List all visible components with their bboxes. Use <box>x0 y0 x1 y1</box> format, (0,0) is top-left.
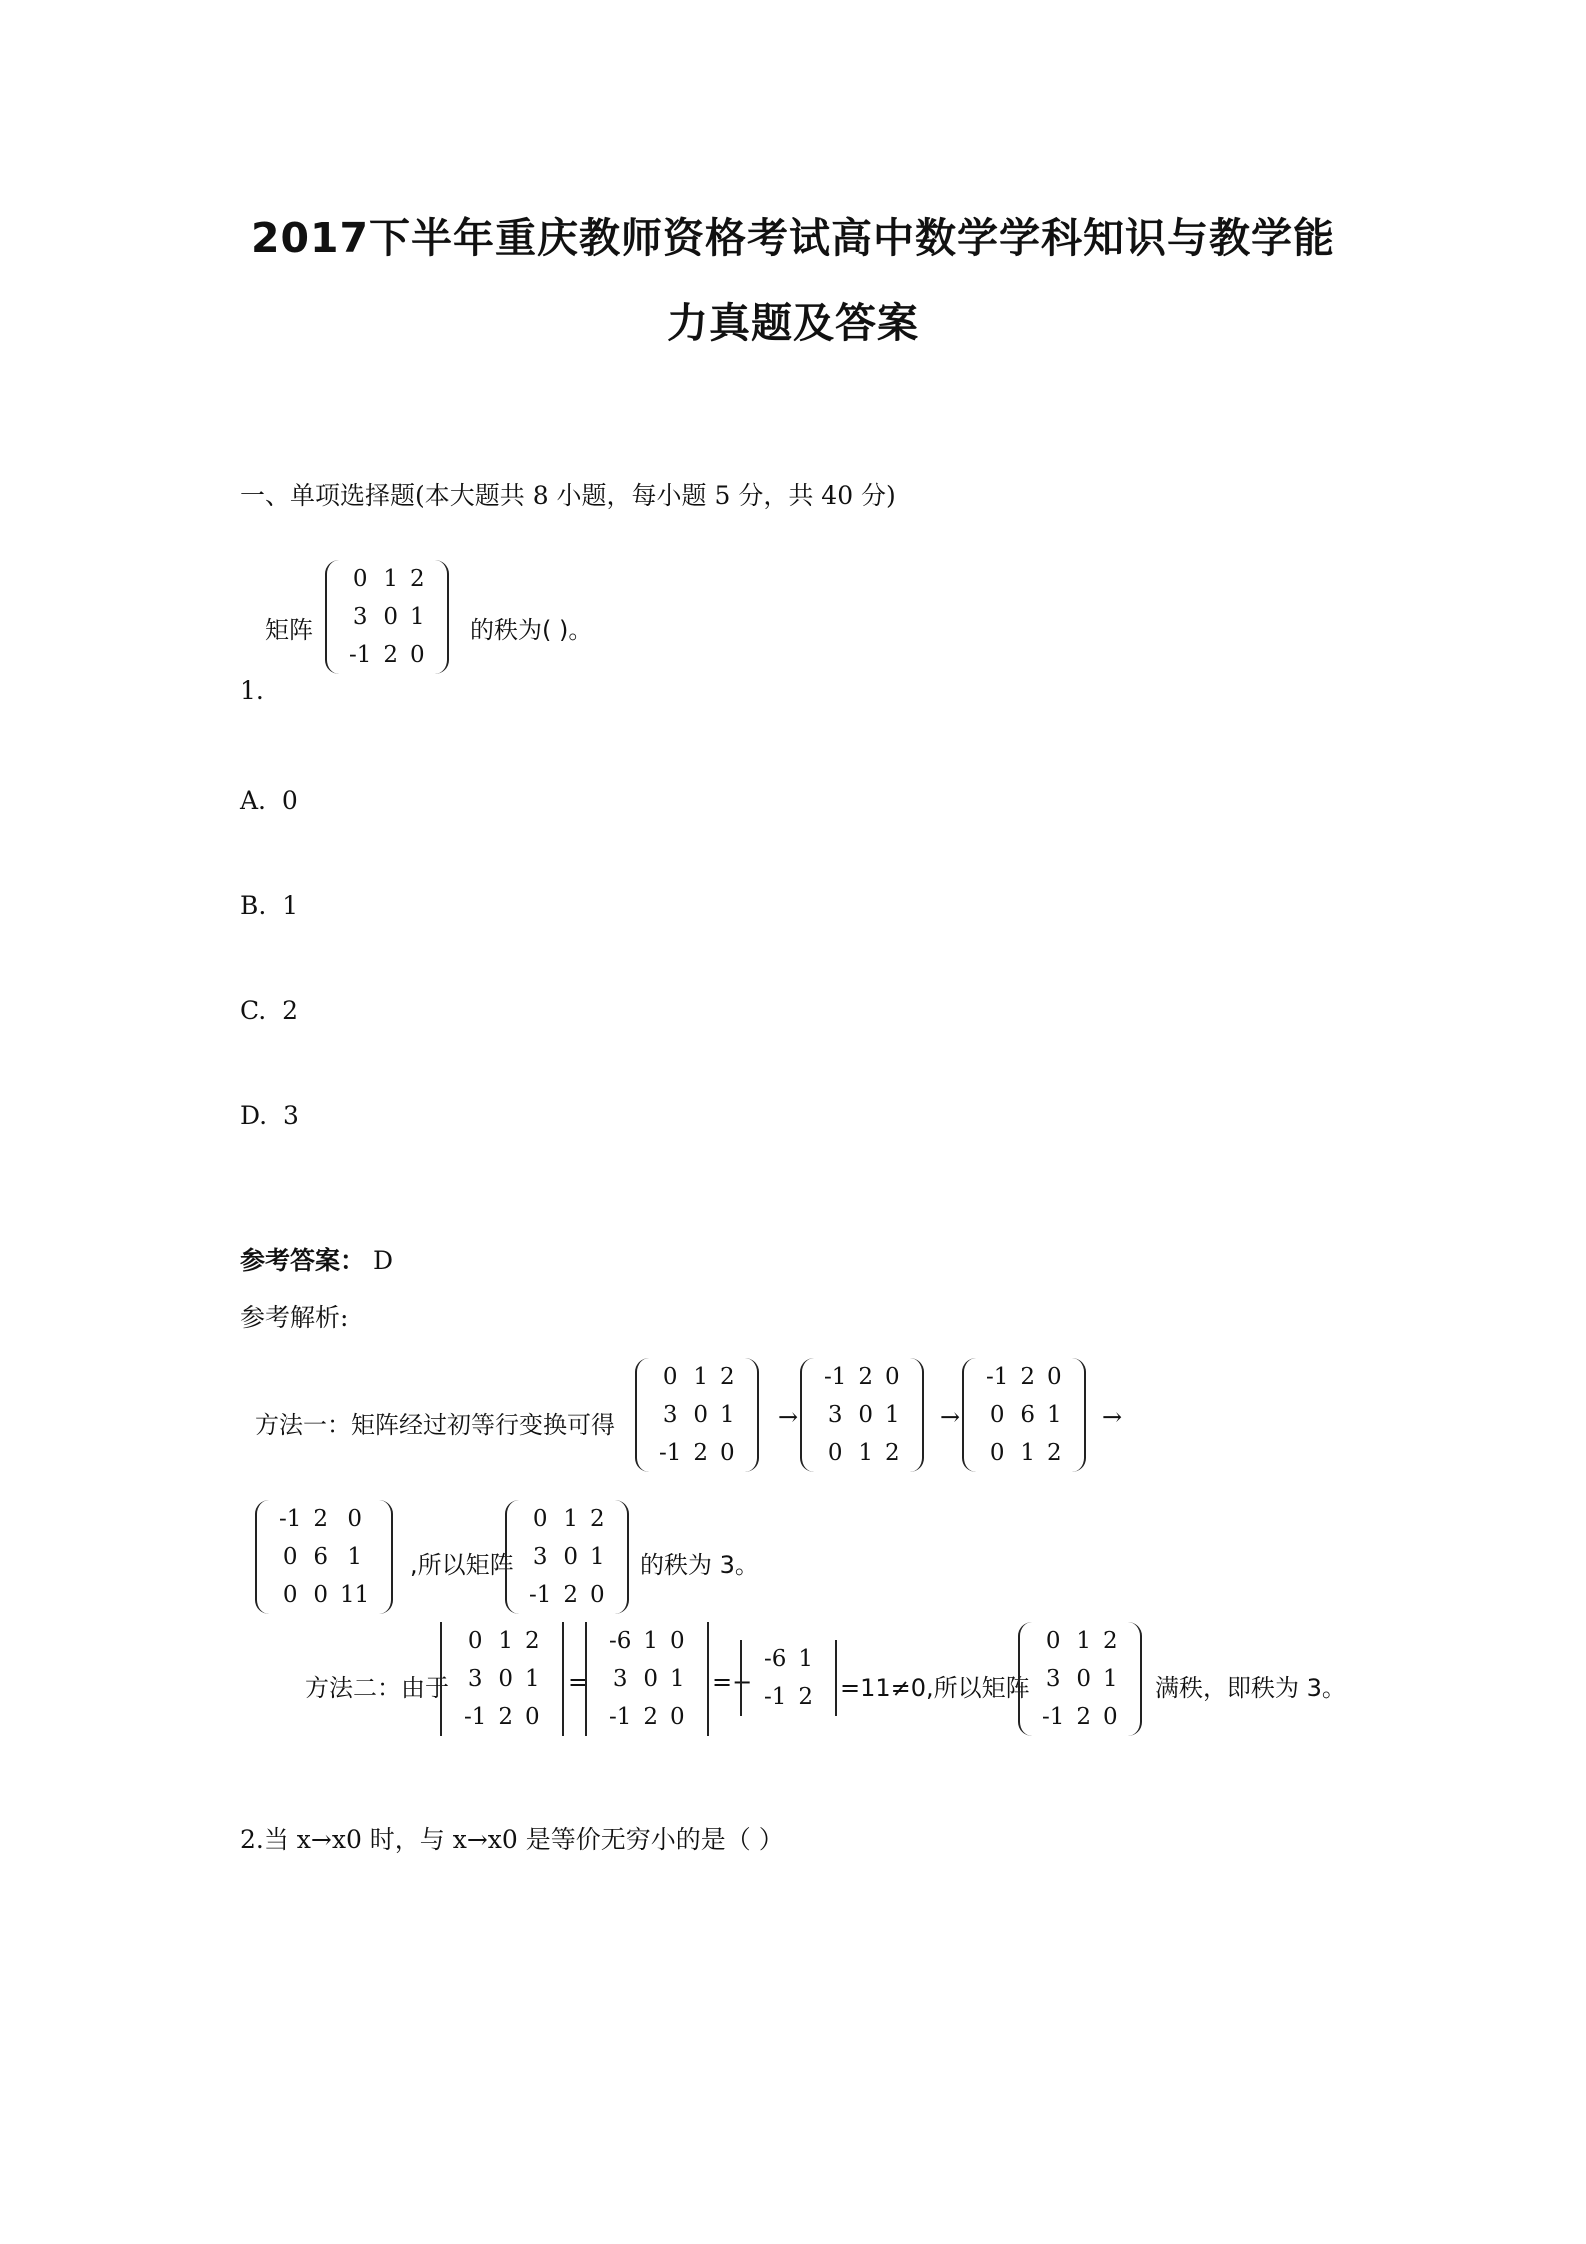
bracket-left-icon <box>440 1622 448 1736</box>
matrix-cell: 1 <box>885 1402 900 1428</box>
bracket-right-icon <box>1070 1358 1086 1472</box>
answer-label: 参考答案： <box>240 1246 366 1275</box>
matrix-table <box>523 1500 611 1614</box>
matrix-table <box>458 1622 546 1736</box>
matrix-cell: 1 <box>563 1506 579 1532</box>
matrix-table <box>653 1358 741 1472</box>
method2-eq2: =− <box>712 1668 753 1696</box>
matrix-cell: 0 <box>1076 1666 1092 1692</box>
bracket-right-icon <box>829 1640 837 1716</box>
matrix-cell: 2 <box>643 1704 659 1730</box>
option-b-label: B. <box>240 891 267 920</box>
matrix-cell: 0 <box>563 1544 579 1570</box>
document-title-line1: 2017下半年重庆教师资格考试高中数学学科知识与教学能 <box>250 214 1336 262</box>
matrix-cell: 3 <box>467 1666 483 1692</box>
matrix-row <box>273 1576 375 1614</box>
matrix-cell: 1 <box>525 1666 540 1692</box>
method1-matrix-5 <box>505 1500 629 1614</box>
matrix-row <box>818 1358 906 1396</box>
option-c-label: C. <box>240 996 267 1025</box>
matrix-cell: 0 <box>858 1402 874 1428</box>
matrix-cell: -1 <box>349 642 372 668</box>
matrix-cell: 0 <box>347 1506 362 1532</box>
method1-label: 方法一：矩阵经过初等行变换可得 <box>255 1411 615 1439</box>
matrix-cell: 0 <box>282 1544 298 1570</box>
method1-end: 的秩为 3。 <box>640 1551 759 1579</box>
bracket-left-icon <box>505 1500 521 1614</box>
matrix-table <box>273 1500 375 1614</box>
q2-text: 2.当 x→x0 时，与 x→x0 是等价无穷小的是（ ） <box>240 1825 784 1854</box>
matrix-cell: -1 <box>529 1582 552 1608</box>
matrix-row <box>653 1434 741 1472</box>
matrix-row <box>458 1622 546 1660</box>
matrix-cell: 1 <box>798 1646 814 1672</box>
matrix-cell: 2 <box>410 566 425 592</box>
option-d-label: D. <box>240 1101 268 1130</box>
matrix-row <box>1036 1660 1124 1698</box>
matrix-cell: 1 <box>1047 1402 1062 1428</box>
bracket-right-icon <box>743 1358 759 1472</box>
bracket-right-icon <box>701 1622 709 1736</box>
matrix-row <box>818 1396 906 1434</box>
matrix-cell: 2 <box>383 642 399 668</box>
matrix-row <box>1036 1622 1124 1660</box>
option-a <box>240 786 298 815</box>
arrow-icon: → <box>1102 1403 1123 1431</box>
matrix-cell: 2 <box>498 1704 514 1730</box>
option-b <box>240 891 298 920</box>
matrix-cell: 3 <box>352 604 368 630</box>
matrix-row <box>653 1396 741 1434</box>
matrix-row <box>980 1396 1068 1434</box>
option-d <box>240 1101 299 1130</box>
matrix-cell: 2 <box>1020 1364 1036 1390</box>
matrix-cell: 3 <box>827 1402 843 1428</box>
matrix-cell: 2 <box>720 1364 735 1390</box>
matrix-cell: 1 <box>347 1544 362 1570</box>
matrix-cell: 0 <box>827 1440 843 1466</box>
q1-prefix: 矩阵 <box>265 616 313 644</box>
matrix-row <box>343 598 431 636</box>
matrix-cell: 0 <box>670 1704 685 1730</box>
bracket-left-icon <box>635 1358 651 1472</box>
bracket-left-icon <box>740 1640 748 1716</box>
matrix-cell: 2 <box>1103 1628 1118 1654</box>
bracket-right-icon <box>556 1622 564 1736</box>
matrix-row <box>343 636 431 674</box>
matrix-cell: -1 <box>279 1506 302 1532</box>
matrix-row <box>523 1500 611 1538</box>
matrix-cell: 0 <box>467 1628 483 1654</box>
matrix-cell: 1 <box>670 1666 685 1692</box>
matrix-row <box>343 560 431 598</box>
matrix-cell: 0 <box>662 1364 678 1390</box>
q1-number: 1. <box>240 676 264 705</box>
matrix-cell: 1 <box>1076 1628 1092 1654</box>
matrix-cell: -1 <box>464 1704 487 1730</box>
matrix-cell: 1 <box>410 604 425 630</box>
method1-matrix-2 <box>800 1358 924 1472</box>
matrix-cell: 1 <box>383 566 399 592</box>
bracket-left-icon <box>325 560 341 674</box>
matrix-cell: 1 <box>1020 1440 1036 1466</box>
matrix-cell: 2 <box>563 1582 579 1608</box>
matrix-cell: 0 <box>885 1364 900 1390</box>
method1-matrix-3 <box>962 1358 1086 1472</box>
matrix-row <box>758 1678 819 1716</box>
bracket-right-icon <box>613 1500 629 1614</box>
bracket-right-icon <box>1126 1622 1142 1736</box>
method2-label: 方法二：由于 <box>305 1674 449 1702</box>
option-c-text: 2 <box>282 996 298 1025</box>
matrix-cell: -1 <box>609 1704 632 1730</box>
option-a-text: 0 <box>281 786 298 815</box>
matrix-cell: 0 <box>498 1666 514 1692</box>
matrix-cell: -1 <box>764 1684 787 1710</box>
matrix-cell: 2 <box>525 1628 540 1654</box>
q1-suffix: 的秩为( )。 <box>470 616 593 644</box>
bracket-left-icon <box>1018 1622 1034 1736</box>
matrix-table <box>603 1622 691 1736</box>
method2-result: =11≠0,所以矩阵 <box>840 1674 1030 1702</box>
matrix-table <box>980 1358 1068 1472</box>
matrix-cell: 1 <box>693 1364 709 1390</box>
matrix-row <box>523 1538 611 1576</box>
answer-value: D <box>372 1246 394 1275</box>
method2-matrix <box>1018 1622 1142 1736</box>
matrix-cell: 0 <box>720 1440 735 1466</box>
method2-det-3 <box>740 1640 837 1716</box>
matrix-row <box>980 1358 1068 1396</box>
bracket-left-icon <box>255 1500 271 1614</box>
arrow-icon: → <box>940 1403 961 1431</box>
matrix-cell: 2 <box>693 1440 709 1466</box>
method2-det-1 <box>440 1622 564 1736</box>
matrix-row <box>653 1358 741 1396</box>
matrix-cell: 0 <box>352 566 368 592</box>
matrix-cell: 0 <box>989 1440 1005 1466</box>
matrix-table <box>818 1358 906 1472</box>
matrix-row <box>980 1434 1068 1472</box>
bracket-right-icon <box>433 560 449 674</box>
matrix-table <box>758 1640 819 1716</box>
matrix-cell: -1 <box>986 1364 1009 1390</box>
matrix-cell: 3 <box>612 1666 628 1692</box>
option-c <box>240 996 298 1025</box>
matrix-row <box>818 1434 906 1472</box>
method2-eq1: = <box>568 1668 589 1696</box>
method2-det-2 <box>585 1622 709 1736</box>
matrix-cell: -1 <box>659 1440 682 1466</box>
matrix-cell: 2 <box>1047 1440 1062 1466</box>
matrix-row <box>603 1622 691 1660</box>
bracket-right-icon <box>908 1358 924 1472</box>
matrix-row <box>603 1698 691 1736</box>
matrix-cell: 3 <box>532 1544 548 1570</box>
matrix-cell: 3 <box>662 1402 678 1428</box>
bracket-left-icon <box>800 1358 816 1472</box>
method2-end: 满秩，即秩为 3。 <box>1155 1674 1346 1702</box>
matrix-cell: 1 <box>590 1544 605 1570</box>
matrix-cell: 0 <box>1045 1628 1061 1654</box>
document-title-line2: 力真题及答案 <box>667 299 919 347</box>
matrix-cell: 2 <box>858 1364 874 1390</box>
matrix-cell: 0 <box>670 1628 685 1654</box>
matrix-cell: 1 <box>858 1440 874 1466</box>
matrix-cell: 0 <box>383 604 399 630</box>
matrix-cell: 0 <box>1047 1364 1062 1390</box>
matrix-row <box>458 1660 546 1698</box>
option-d-text: 3 <box>283 1101 299 1130</box>
section-heading: 一、单项选择题(本大题共 8 小题，每小题 5 分，共 40 分) <box>240 481 896 510</box>
matrix-cell: 0 <box>282 1582 298 1608</box>
matrix-cell: -1 <box>824 1364 847 1390</box>
matrix-row <box>758 1640 819 1678</box>
method1-matrix-1 <box>635 1358 759 1472</box>
matrix-cell: 6 <box>1020 1402 1036 1428</box>
matrix-cell: 0 <box>525 1704 540 1730</box>
matrix-cell: -6 <box>609 1628 632 1654</box>
matrix-cell: 0 <box>313 1582 329 1608</box>
q1-matrix <box>325 560 449 674</box>
matrix-cell: 2 <box>590 1506 605 1532</box>
matrix-cell: -1 <box>1042 1704 1065 1730</box>
matrix-cell: 0 <box>1103 1704 1118 1730</box>
answer-line <box>240 1241 393 1277</box>
matrix-cell: 0 <box>693 1402 709 1428</box>
matrix-cell: 2 <box>1076 1704 1092 1730</box>
matrix-table <box>343 560 431 674</box>
bracket-right-icon <box>377 1500 393 1614</box>
matrix-cell: 2 <box>885 1440 900 1466</box>
arrow-icon: → <box>778 1403 799 1431</box>
matrix-cell: -6 <box>764 1646 787 1672</box>
matrix-cell: 2 <box>313 1506 329 1532</box>
matrix-cell: 0 <box>410 642 425 668</box>
option-b-text: 1 <box>282 891 299 920</box>
matrix-cell: 0 <box>532 1506 548 1532</box>
method1-mid: ,所以矩阵 <box>410 1551 514 1579</box>
bracket-left-icon <box>962 1358 978 1472</box>
matrix-cell: 1 <box>1103 1666 1118 1692</box>
matrix-table <box>1036 1622 1124 1736</box>
matrix-cell: 0 <box>643 1666 659 1692</box>
option-a-label: A. <box>240 786 267 815</box>
matrix-row <box>273 1538 375 1576</box>
matrix-cell: 3 <box>1045 1666 1061 1692</box>
matrix-row <box>523 1576 611 1614</box>
matrix-row <box>1036 1698 1124 1736</box>
bracket-left-icon <box>585 1622 593 1736</box>
matrix-cell: 11 <box>340 1582 370 1608</box>
matrix-cell: 1 <box>643 1628 659 1654</box>
matrix-row <box>458 1698 546 1736</box>
method1-matrix-4 <box>255 1500 393 1614</box>
matrix-cell: 6 <box>313 1544 329 1570</box>
matrix-row <box>273 1500 375 1538</box>
matrix-cell: 1 <box>498 1628 514 1654</box>
matrix-cell: 1 <box>720 1402 735 1428</box>
analysis-label: 参考解析: <box>240 1303 349 1332</box>
matrix-row <box>603 1660 691 1698</box>
matrix-cell: 2 <box>798 1684 814 1710</box>
matrix-cell: 0 <box>590 1582 605 1608</box>
matrix-cell: 0 <box>989 1402 1005 1428</box>
